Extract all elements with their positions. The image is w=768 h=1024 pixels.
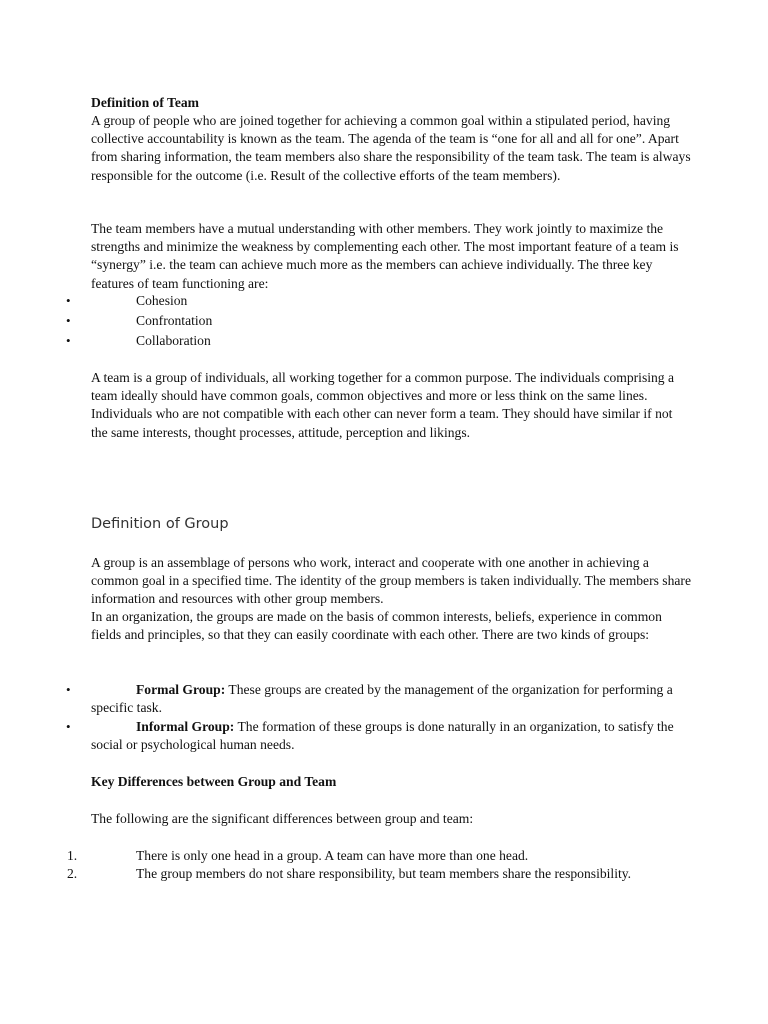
group-kind-formal-text: [91, 681, 691, 717]
kind-desc: The formation of these groups is done naturally in an organization, to satisfy the social or psychological human needs.: [91, 719, 674, 753]
difference-text: The group members do not share responsibility, but team members share the responsibility.: [136, 866, 632, 881]
kind-term: Informal Group:: [136, 719, 235, 734]
team-heading: Definition of Team: [91, 95, 199, 110]
bullet-icon: •: [66, 719, 71, 734]
kind-desc: These groups are created by the management of the organization for performing a specific task.: [91, 682, 673, 716]
feature-label: Confrontation: [136, 313, 213, 328]
team-paragraph-3: A team is a group of individuals, all working together for a common purpose. The individuals comprising a team ideally should have common goals, common objectives and more or less think on the same lines. Individuals who are not compatible with each other can never form a team. They should have similar if not the same interests, thought processes, attitude, perception and likings.: [91, 370, 675, 440]
difference-text: There is only one head in a group. A team can have more than one head.: [136, 848, 529, 863]
bullet-icon: •: [66, 293, 71, 308]
bullet-icon: •: [66, 313, 71, 328]
feature-item-confrontation: [0, 312, 768, 332]
group-paragraph-2: In an organization, the groups are made on the basis of common interests, beliefs, experience in common fields and principles, so that they can easily coordinate with each other. There are two kinds of groups:: [91, 609, 662, 643]
list-number: 2.: [67, 866, 78, 881]
bullet-icon: •: [66, 682, 71, 697]
team-paragraph-1: A group of people who are joined together for achieving a common goal within a stipulated period, having collective accountability is known as the team. The agenda of the team is “one for all and all for one”. Apart from sharing information, the team members also share the responsibility of the team task. The team is always responsible for the outcome (i.e. Result of the collective efforts of the team members).: [91, 113, 691, 183]
bullet-icon: •: [66, 333, 71, 348]
feature-item-collaboration: [0, 332, 768, 352]
team-paragraph-2: The team members have a mutual understanding with other members. They work jointly to maximize the strengths and minimize the weakness by complementing each other. The most important feature of a team is “synergy” i.e. the team can achieve much more as the members can achieve individually. The three key features of team functioning are:: [91, 221, 679, 291]
differences-heading: Key Differences between Group and Team: [91, 774, 337, 789]
feature-label: Cohesion: [136, 293, 188, 308]
list-number: 1.: [67, 848, 78, 863]
group-kind-informal-text: [91, 718, 691, 754]
feature-label: Collaboration: [136, 333, 211, 348]
feature-item-cohesion: [0, 292, 768, 312]
kind-term: Formal Group:: [136, 682, 226, 697]
group-heading: Definition of Group: [91, 516, 229, 532]
group-paragraph-1: A group is an assemblage of persons who work, interact and cooperate with one another in achieving a common goal in a specified time. The identity of the group members is taken individually. The members share information and resources with other group members.: [91, 555, 691, 607]
difference-item-1: [0, 847, 768, 867]
differences-intro: The following are the significant differences between group and team:: [91, 811, 474, 826]
